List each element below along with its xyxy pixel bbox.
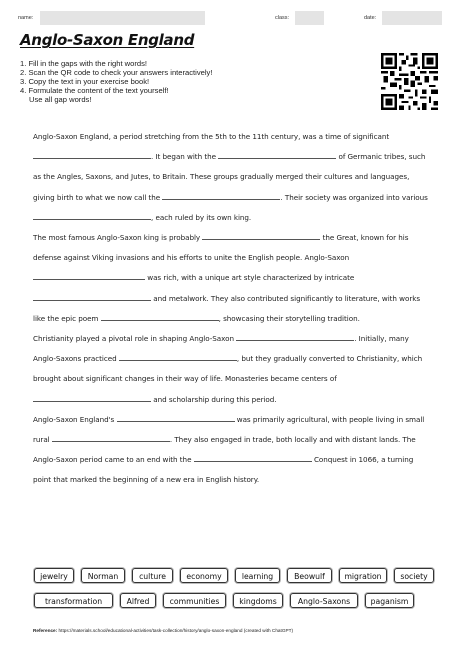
text-segment: . It began with the — [151, 152, 216, 162]
text-segment: . Initially, many Anglo-Saxons practiced — [33, 334, 409, 364]
instructions-list — [20, 59, 350, 104]
instruction-item: 2. Scan the QR code to check your answers interactively! — [20, 68, 213, 78]
name-field[interactable] — [40, 11, 205, 25]
text-segment: Anglo-Saxon England's — [33, 414, 115, 424]
date-label: date: — [364, 15, 377, 21]
date-field[interactable] — [382, 11, 442, 25]
gap-field[interactable] — [33, 212, 151, 220]
gap-field[interactable] — [33, 151, 151, 159]
gap-field[interactable] — [117, 414, 235, 422]
reference-link[interactable]: https://materials.school/educational-activities/task-collection/history/anglo-saxon-england (created with ChatGPT) — [58, 628, 294, 633]
word-chip[interactable]: Norman — [81, 568, 125, 583]
paragraph — [33, 127, 433, 228]
text-segment: was rich, with a unique art style characterized by intricate — [147, 273, 355, 283]
word-chip[interactable]: Anglo-Saxons — [290, 593, 358, 608]
text-segment: , showcasing their storytelling tradition. — [218, 313, 360, 323]
worksheet-header — [18, 10, 442, 28]
qr-code-icon[interactable] — [381, 53, 438, 110]
text-segment: and metalwork. They also contributed significantly to literature, with works like the epic poem — [33, 293, 421, 323]
class-field[interactable] — [295, 11, 324, 25]
text-segment: . They also engaged in trade, both locally and with distant lands. The Anglo-Saxon period came to an end with the — [33, 435, 416, 465]
gap-field[interactable] — [119, 353, 237, 361]
word-chip[interactable]: paganism — [365, 593, 414, 608]
text-segment: was primarily agricultural, with people living in small rural — [33, 414, 425, 445]
word-chip[interactable]: society — [394, 568, 434, 583]
text-segment: . Their society was organized into various — [280, 192, 428, 202]
class-label: class: — [275, 15, 290, 21]
word-chip[interactable]: communities — [163, 593, 226, 608]
text-segment: Conquest in 1066, a turning point that marked the beginning of a new era in English history. — [33, 455, 414, 485]
gap-field[interactable] — [52, 434, 170, 442]
word-chip[interactable]: Beowulf — [287, 568, 332, 583]
text-segment: Anglo-Saxon England, a period stretching from the 5th to the 11th century, was a time of significant — [33, 132, 390, 141]
name-label: name: — [18, 15, 34, 21]
instruction-item: 3. Copy the text in your exercise book! — [20, 77, 150, 87]
page-title: Anglo-Saxon England — [20, 31, 195, 49]
text-segment: , each ruled by its own king. — [151, 212, 252, 222]
gap-field[interactable] — [33, 293, 151, 301]
word-chip[interactable]: learning — [235, 568, 280, 583]
text-segment: Christianity played a pivotal role in shaping Anglo-Saxon — [33, 334, 234, 344]
gap-field[interactable] — [202, 232, 320, 240]
instruction-item: 1. Fill in the gaps with the right words! — [20, 59, 148, 68]
gap-field[interactable] — [218, 151, 336, 159]
gap-field[interactable] — [162, 192, 280, 200]
text-segment: of Germanic tribes, such as the Angles, Saxons, and Jutes, to Britain. These groups gradually merged their cultures and languages, giving birth to what we now call the — [33, 152, 426, 202]
word-chip[interactable]: jewelry — [34, 568, 74, 583]
reference-label: Reference: — [33, 628, 58, 633]
word-chip[interactable]: economy — [180, 568, 228, 583]
word-chip[interactable]: culture — [132, 568, 173, 583]
instruction-item: 4. Formulate the content of the text yourself! — [20, 86, 169, 96]
word-chip[interactable]: migration — [339, 568, 387, 583]
gap-field[interactable] — [101, 313, 219, 321]
gap-field[interactable] — [33, 394, 151, 402]
text-segment: The most famous Anglo-Saxon king is probably — [33, 233, 201, 243]
paragraph — [33, 410, 433, 491]
gap-field[interactable] — [236, 333, 354, 341]
paragraph — [33, 228, 433, 329]
reference-line — [33, 628, 293, 633]
text-segment: and scholarship during this period. — [153, 394, 277, 404]
text-segment: , but they gradually converted to Christianity, which brought about significant changes in their way of life. Monasteries became centers of — [33, 354, 423, 384]
gap-text — [33, 127, 433, 491]
word-chip[interactable]: Alfred — [120, 593, 156, 608]
instruction-item: Use all gap words! — [29, 95, 92, 105]
gap-field[interactable] — [33, 272, 145, 280]
text-segment: the Great, known for his defense against Viking invasions and his efforts to unite the English people. Anglo-Saxon — [33, 233, 409, 263]
word-chip[interactable]: kingdoms — [233, 593, 283, 608]
word-chip[interactable]: transformation — [34, 593, 113, 608]
paragraph — [33, 329, 433, 410]
gap-field[interactable] — [194, 454, 312, 462]
